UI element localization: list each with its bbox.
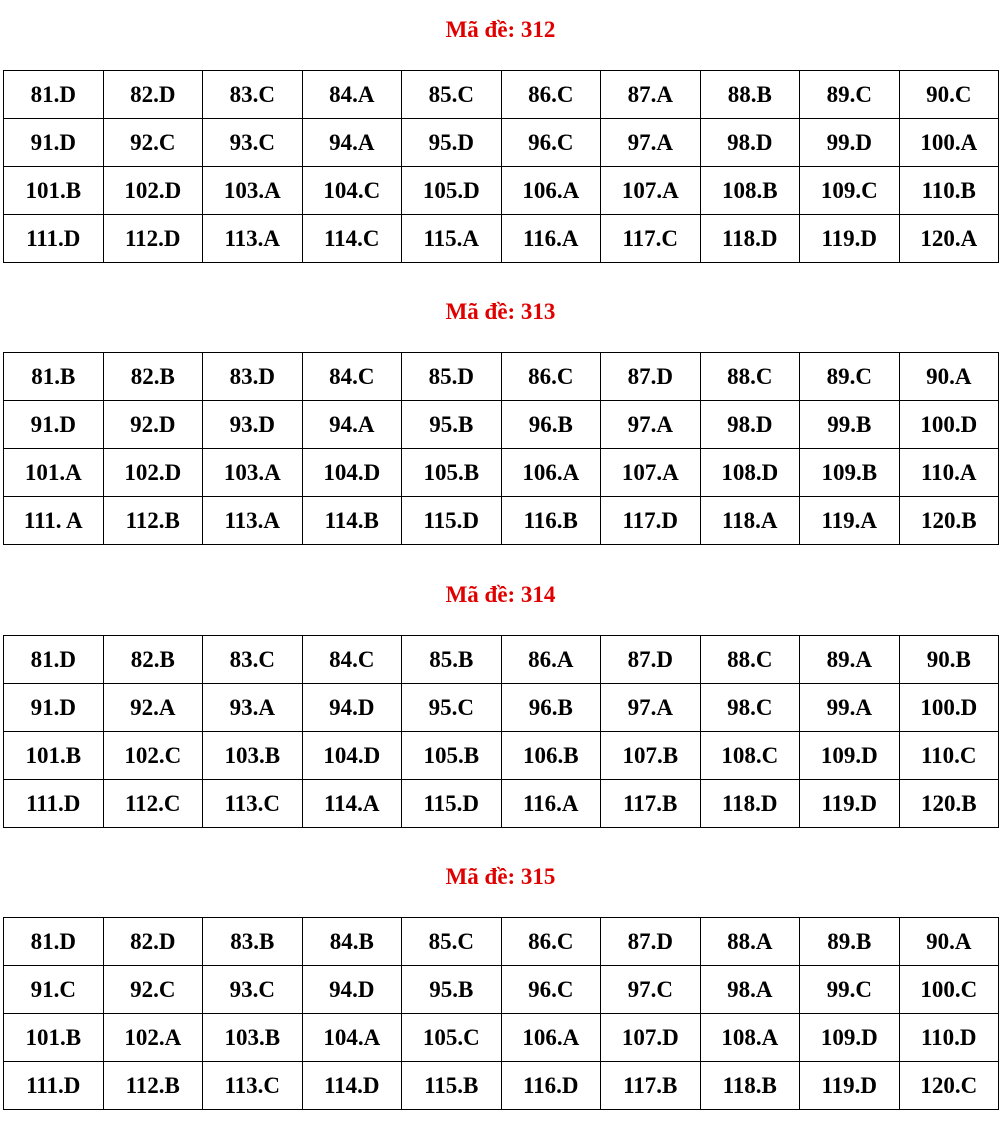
table-row <box>4 780 999 828</box>
answer-cell: 113.A <box>203 497 303 545</box>
answer-cell: 115.B <box>402 1062 502 1110</box>
answer-cell: 106.B <box>501 732 601 780</box>
answer-cell: 106.A <box>501 449 601 497</box>
answer-cell: 91.D <box>4 684 104 732</box>
answer-cell: 95.B <box>402 966 502 1014</box>
answer-cell: 112.B <box>103 1062 203 1110</box>
answer-cell: 112.B <box>103 497 203 545</box>
answer-cell: 102.A <box>103 1014 203 1062</box>
answer-cell: 118.D <box>700 780 800 828</box>
answer-cell: 102.C <box>103 732 203 780</box>
table-row <box>4 1062 999 1110</box>
answer-cell: 115.D <box>402 780 502 828</box>
answer-cell: 85.B <box>402 636 502 684</box>
answer-cell: 93.C <box>203 119 303 167</box>
answer-cell: 117.C <box>601 215 701 263</box>
answer-cell: 104.A <box>302 1014 402 1062</box>
answer-cell: 95.B <box>402 401 502 449</box>
answer-cell: 108.A <box>700 1014 800 1062</box>
answer-cell: 112.C <box>103 780 203 828</box>
answer-cell: 84.C <box>302 353 402 401</box>
answer-cell: 101.B <box>4 1014 104 1062</box>
answer-cell: 109.C <box>800 167 900 215</box>
answer-cell: 107.D <box>601 1014 701 1062</box>
answer-cell: 97.A <box>601 684 701 732</box>
answer-cell: 94.A <box>302 401 402 449</box>
answer-cell: 87.A <box>601 71 701 119</box>
answer-cell: 83.C <box>203 71 303 119</box>
answer-cell: 117.D <box>601 497 701 545</box>
answer-cell: 102.D <box>103 167 203 215</box>
table-row <box>4 167 999 215</box>
answer-cell: 118.D <box>700 215 800 263</box>
answer-cell: 89.B <box>800 918 900 966</box>
answer-cell: 91.D <box>4 119 104 167</box>
answer-cell: 117.B <box>601 1062 701 1110</box>
answer-cell: 90.A <box>899 918 999 966</box>
answer-cell: 97.C <box>601 966 701 1014</box>
table-row <box>4 449 999 497</box>
answer-cell: 120.B <box>899 497 999 545</box>
answer-cell: 116.D <box>501 1062 601 1110</box>
answer-cell: 110.A <box>899 449 999 497</box>
answer-cell: 98.D <box>700 401 800 449</box>
answer-cell: 105.C <box>402 1014 502 1062</box>
answer-cell: 82.B <box>103 636 203 684</box>
table-row <box>4 353 999 401</box>
answer-cell: 107.A <box>601 167 701 215</box>
answer-cell: 83.C <box>203 636 303 684</box>
answer-cell: 120.A <box>899 215 999 263</box>
answer-cell: 108.C <box>700 732 800 780</box>
answer-cell: 84.B <box>302 918 402 966</box>
answer-cell: 89.C <box>800 353 900 401</box>
answer-cell: 82.D <box>103 71 203 119</box>
answer-cell: 91.C <box>4 966 104 1014</box>
answer-cell: 115.A <box>402 215 502 263</box>
answer-cell: 111.D <box>4 1062 104 1110</box>
answer-cell: 117.B <box>601 780 701 828</box>
exam-code-title: Mã đề: 315 <box>445 864 556 889</box>
answer-cell: 101.B <box>4 732 104 780</box>
answer-cell: 96.B <box>501 401 601 449</box>
answer-cell: 103.A <box>203 449 303 497</box>
answer-cell: 87.D <box>601 353 701 401</box>
answer-cell: 94.D <box>302 966 402 1014</box>
table-row <box>4 119 999 167</box>
answer-cell: 111. A <box>4 497 104 545</box>
answer-table <box>3 352 999 545</box>
answer-cell: 118.A <box>700 497 800 545</box>
answer-cell: 100.C <box>899 966 999 1014</box>
answer-cell: 114.D <box>302 1062 402 1110</box>
answer-cell: 119.D <box>800 780 900 828</box>
answer-cell: 92.A <box>103 684 203 732</box>
answer-cell: 110.B <box>899 167 999 215</box>
answer-cell: 119.D <box>800 215 900 263</box>
answer-cell: 93.C <box>203 966 303 1014</box>
answer-cell: 98.D <box>700 119 800 167</box>
answer-cell: 119.D <box>800 1062 900 1110</box>
answer-cell: 114.C <box>302 215 402 263</box>
exam-code-title: Mã đề: 313 <box>445 299 556 324</box>
table-row <box>4 401 999 449</box>
answer-cell: 100.A <box>899 119 999 167</box>
answer-cell: 96.C <box>501 966 601 1014</box>
answer-cell: 110.C <box>899 732 999 780</box>
answer-cell: 90.B <box>899 636 999 684</box>
answer-cell: 99.D <box>800 119 900 167</box>
table-row <box>4 71 999 119</box>
answer-cell: 99.B <box>800 401 900 449</box>
answer-cell: 108.D <box>700 449 800 497</box>
answer-table <box>3 70 999 263</box>
answer-cell: 91.D <box>4 401 104 449</box>
answer-cell: 88.A <box>700 918 800 966</box>
answer-cell: 85.C <box>402 918 502 966</box>
answer-cell: 102.D <box>103 449 203 497</box>
answer-cell: 104.D <box>302 449 402 497</box>
answer-cell: 105.B <box>402 449 502 497</box>
answer-cell: 86.A <box>501 636 601 684</box>
answer-cell: 84.C <box>302 636 402 684</box>
answer-cell: 106.A <box>501 167 601 215</box>
table-row <box>4 684 999 732</box>
answer-cell: 94.A <box>302 119 402 167</box>
answer-cell: 86.C <box>501 918 601 966</box>
answer-cell: 108.B <box>700 167 800 215</box>
answer-cell: 107.A <box>601 449 701 497</box>
answer-cell: 97.A <box>601 401 701 449</box>
answer-cell: 120.C <box>899 1062 999 1110</box>
table-row <box>4 966 999 1014</box>
answer-cell: 81.D <box>4 918 104 966</box>
answer-cell: 116.A <box>501 780 601 828</box>
answer-cell: 87.D <box>601 636 701 684</box>
answer-cell: 95.C <box>402 684 502 732</box>
answer-cell: 103.B <box>203 732 303 780</box>
answer-cell: 109.D <box>800 1014 900 1062</box>
answer-cell: 81.B <box>4 353 104 401</box>
answer-cell: 114.A <box>302 780 402 828</box>
answer-cell: 105.B <box>402 732 502 780</box>
answer-cell: 82.B <box>103 353 203 401</box>
answer-cell: 83.B <box>203 918 303 966</box>
answer-cell: 94.D <box>302 684 402 732</box>
answer-cell: 85.D <box>402 353 502 401</box>
table-row <box>4 215 999 263</box>
answer-cell: 96.C <box>501 119 601 167</box>
answer-cell: 112.D <box>103 215 203 263</box>
answer-table <box>3 635 999 828</box>
answer-cell: 86.C <box>501 71 601 119</box>
table-row <box>4 497 999 545</box>
answer-cell: 96.B <box>501 684 601 732</box>
answer-cell: 105.D <box>402 167 502 215</box>
answer-cell: 82.D <box>103 918 203 966</box>
answer-cell: 115.D <box>402 497 502 545</box>
exam-code-title: Mã đề: 312 <box>445 17 556 42</box>
answer-cell: 83.D <box>203 353 303 401</box>
answer-cell: 99.C <box>800 966 900 1014</box>
answer-cell: 81.D <box>4 636 104 684</box>
answer-cell: 101.A <box>4 449 104 497</box>
answer-cell: 109.D <box>800 732 900 780</box>
answer-cell: 113.C <box>203 780 303 828</box>
answer-cell: 87.D <box>601 918 701 966</box>
answer-cell: 85.C <box>402 71 502 119</box>
answer-cell: 86.C <box>501 353 601 401</box>
answer-cell: 111.D <box>4 215 104 263</box>
answer-cell: 113.C <box>203 1062 303 1110</box>
answer-cell: 106.A <box>501 1014 601 1062</box>
answer-cell: 89.C <box>800 71 900 119</box>
answer-cell: 100.D <box>899 684 999 732</box>
answer-cell: 93.A <box>203 684 303 732</box>
table-row <box>4 1014 999 1062</box>
answer-cell: 90.A <box>899 353 999 401</box>
answer-cell: 103.B <box>203 1014 303 1062</box>
answer-cell: 93.D <box>203 401 303 449</box>
answer-cell: 118.B <box>700 1062 800 1110</box>
answer-cell: 103.A <box>203 167 303 215</box>
answer-cell: 92.C <box>103 119 203 167</box>
answer-cell: 89.A <box>800 636 900 684</box>
answer-cell: 109.B <box>800 449 900 497</box>
answer-cell: 116.B <box>501 497 601 545</box>
answer-cell: 81.D <box>4 71 104 119</box>
answer-cell: 113.A <box>203 215 303 263</box>
answer-cell: 98.A <box>700 966 800 1014</box>
exam-code-title: Mã đề: 314 <box>445 582 556 607</box>
answer-cell: 104.C <box>302 167 402 215</box>
answer-cell: 119.A <box>800 497 900 545</box>
table-row <box>4 918 999 966</box>
answer-cell: 99.A <box>800 684 900 732</box>
answer-cell: 88.B <box>700 71 800 119</box>
answer-cell: 100.D <box>899 401 999 449</box>
answer-cell: 120.B <box>899 780 999 828</box>
answer-cell: 107.B <box>601 732 701 780</box>
answer-cell: 88.C <box>700 636 800 684</box>
answer-cell: 84.A <box>302 71 402 119</box>
answer-cell: 104.D <box>302 732 402 780</box>
answer-cell: 95.D <box>402 119 502 167</box>
answer-cell: 97.A <box>601 119 701 167</box>
answer-cell: 110.D <box>899 1014 999 1062</box>
answer-cell: 92.C <box>103 966 203 1014</box>
table-row <box>4 732 999 780</box>
answer-cell: 101.B <box>4 167 104 215</box>
answer-table <box>3 917 999 1110</box>
answer-cell: 116.A <box>501 215 601 263</box>
answer-cell: 92.D <box>103 401 203 449</box>
answer-cell: 111.D <box>4 780 104 828</box>
answer-cell: 114.B <box>302 497 402 545</box>
answer-cell: 90.C <box>899 71 999 119</box>
table-row <box>4 636 999 684</box>
answer-cell: 88.C <box>700 353 800 401</box>
answer-cell: 98.C <box>700 684 800 732</box>
